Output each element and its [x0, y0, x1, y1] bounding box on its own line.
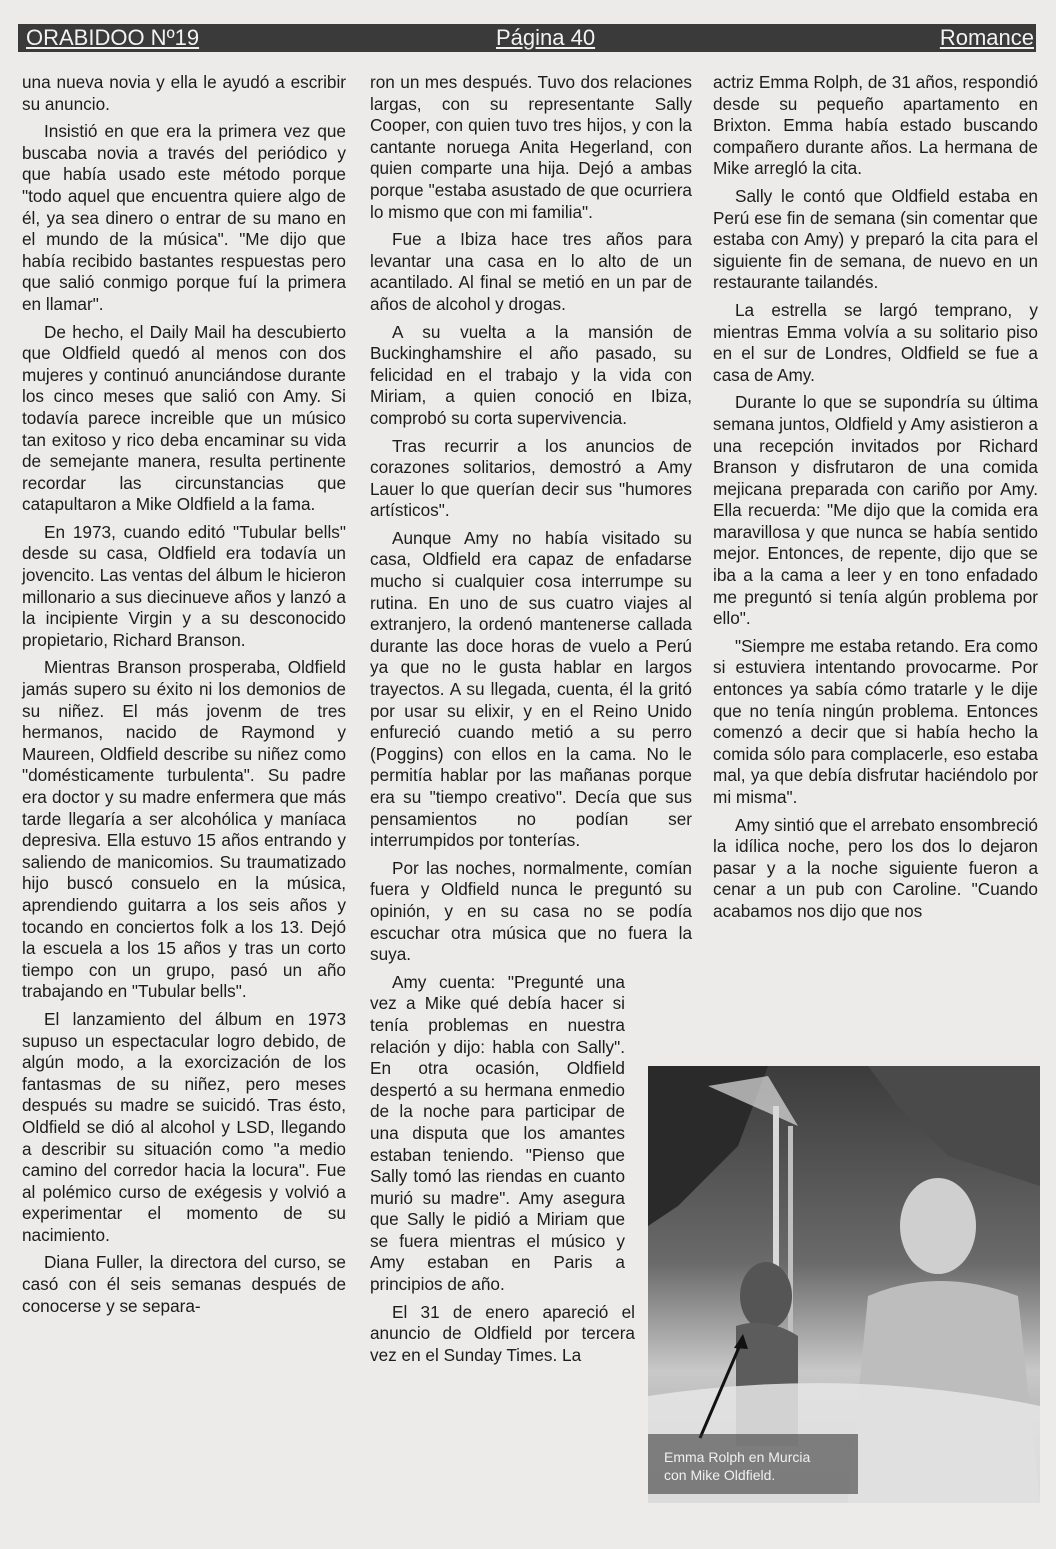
paragraph: El 31 de enero apareció el anuncio de Oldfield por tercera vez en el Sunday Times. La: [370, 1301, 635, 1365]
paragraph: Amy sintió que el arrebato ensombreció la idílica noche, pero los dos lo dejaron pasar y a la noche siguiente fueron a cenar a un pub con Caroline. "Cuando acabamos nos dijo que nos: [713, 814, 1038, 921]
paragraph: una nueva novia y ella le ayudó a escribir su anuncio.: [22, 72, 346, 114]
page-header: [18, 24, 1036, 52]
article-photo: [648, 1066, 1040, 1503]
paragraph: El lanzamiento del álbum en 1973 supuso un espectacular logro debido, de algún modo, a la exorcización de los fantasmas de su niñez, pero meses después su madre se suicidó. Tras ésto, Oldfield se dió al alcohol y LSD, llegando a describir su situación como "a medio camino del corredor hacia la locura". Fue al polémico curso de exégesis y volvió a experimentar el momento de su nacimiento.: [22, 1008, 346, 1245]
paragraph: Diana Fuller, la directora del curso, se casó con él seis semanas después de conocerse y se separa-: [22, 1252, 346, 1316]
paragraph: Tras recurrir a los anuncios de corazones solitarios, demostró a Amy Lauer lo que querían decir sus "humores artísticos".: [370, 435, 692, 521]
paragraph: De hecho, el Daily Mail ha descubierto que Oldfield quedó al menos con dos mujeres y continuó anunciándose durante los cinco meses que salió con Amy. Si todavía parece increible que un músico tan exitoso y rico deba encaminar su vida de semejante manera, resulta pertinente recordar las circunstancias que catapultaron a Mike Oldfield a la fama.: [22, 321, 346, 515]
paragraph: La estrella se largó temprano, y mientras Emma volvía a su solitario piso en el sur de Londres, Oldfield se fue a casa de Amy.: [713, 299, 1038, 385]
paragraph: Por las noches, normalmente, comían fuera y Oldfield nunca le preguntó su opinión, y en su casa no se podía escuchar otra música que no fuera la suya.: [370, 857, 692, 965]
paragraph: "Siempre me estaba retando. Era como si estuviera intentando provocarme. Por entonces ya sabía cómo tratarle y le dije que no tenía ningún problema. Entonces comenzó a decir que si había hecho la comida sólo para complacerle, eso estaba mal, ya que debía disfrutar haciéndolo por mi misma".: [713, 635, 1038, 807]
paragraph: A su vuelta a la mansión de Buckinghamshire el año pasado, su felicidad en el trabajo y la vida con Miriam, a quien conoció en Ibiza, comprobó su corta supervivencia.: [370, 321, 692, 428]
caption-line: con Mike Oldfield.: [664, 1467, 776, 1483]
paragraph: actriz Emma Rolph, de 31 años, respondió desde su pequeño apartamento en Brixton. Emma había estado buscando compañero durante años. La hermana de Mike arregló la cita.: [713, 72, 1038, 179]
paragraph: Durante lo que se supondría su última semana juntos, Oldfield y Amy asistieron a una recepción invitados por Richard Branson y disfrutaron de una comida mejicana preparada con cariño por Amy. Ella recuerda: "Me dijo que la comida era maravillosa y que nunca se había sentido mejor. Entonces, de repente, dijo que se iba a la cama a leer y en tono enfadado me preguntó si tenía algún problema por ello".: [713, 392, 1038, 629]
photo-scene: [648, 1066, 1040, 1503]
paragraph: Fue a Ibiza hace tres años para levantar una casa en lo alto de un acantilado. Al final se metió en un par de años de alcohol y drogas.: [370, 229, 692, 314]
article-column-1: [22, 72, 346, 1323]
paragraph: Aunque Amy no había visitado su casa, Oldfield era capaz de enfadarse mucho si cualquier cosa interrumpe su rutina. En uno de sus cuatro viajes al extranjero, la ordenó mantenerse callada durante las doce horas de vuelo a Perú ya que no le gusta hablar en largos trayectos. A su llegada, cuenta, él la gritó por usar su elixir, y en el Reino Unido enfureció cuando metió a su perro (Poggins) con ellos en la cama. No le permitía hablar por las mañanas porque era su "tiempo creativo". Decía que sus pensamientos no podían ser interrumpidos por tonterías.: [370, 527, 692, 851]
photo-caption: [664, 1448, 810, 1484]
magazine-title: ORABIDOO Nº19: [26, 25, 200, 50]
caption-line: Emma Rolph en Murcia: [664, 1449, 811, 1465]
page-number: Página 40: [496, 25, 596, 50]
paragraph: Insistió en que era la primera vez que buscaba novia a través del periódico y que había usado este método porque "todo aquel que encuentra quiere algo de él, ya sea dinero o entrar de su mano en el mundo de la música". "Me dijo que había recibido bastantes respuestas pero que salió conmigo porque fuí la primera en llamar".: [22, 121, 346, 314]
paragraph: Mientras Branson prosperaba, Oldfield jamás supero su éxito ni los demonios de su niñez. El más jovenm de tres hermanos, nacido de Raymond y Maureen, Oldfield describe su niñez como "domésticamente turbulenta". Su padre era doctor y su madre enfermera que más tarde llegaría a ser alcohólica y maníaca depresiva. Ella estuvo 15 años entrando y saliendo de manicomios. Su traumatizado hijo buscó consuelo en la música, aprendiendo guitarra a los seis años y tocando en conciertos folk a los 13. Dejó la escuela a los 15 años y tras un corto tiempo con un grupo, pasó un año trabajando en "Tubular bells".: [22, 657, 346, 1002]
article-column-2: [370, 72, 692, 1372]
paragraph: ron un mes después. Tuvo dos relaciones largas, con su representante Sally Cooper, con quien tuvo tres hijos, y con la cantante noruega Anita Hegerland, con quien comparte una hija. Dejó a ambas porque "estaba asustado de que ocurriera lo mismo que con mi familia".: [370, 72, 692, 222]
paragraph: En 1973, cuando editó "Tubular bells" desde su casa, Oldfield era todavía un jovencito. Las ventas del álbum le hicieron millonario a sus diecinueve años y lanzó a la incipiente Virgin y a su desconocido propietario, Richard Branson.: [22, 521, 346, 650]
article-column-3: [713, 72, 1038, 929]
paragraph: Amy cuenta: "Pregunté una vez a Mike qué debía hacer si tenía problemas en nuestra relación y dijo: habla con Sally". En otra ocasión, Oldfield despertó a su hermana enmedio de la noche para participar de una disputa que los amantes estaban teniendo. "Pienso que Sally tomó las riendas en cuanto murió su madre". Amy asegura que Sally le pidió a Miriam que se fuera mientras el músico y Amy estaban en Paris a principios de año.: [370, 971, 625, 1295]
section-name: Romance: [939, 25, 1034, 50]
paragraph: Sally le contó que Oldfield estaba en Perú ese fin de semana (sin comentar que estaba con Amy) y preparó la cita para el siguiente fin de semana, de nuevo en un restaurante tailandés.: [713, 185, 1038, 293]
